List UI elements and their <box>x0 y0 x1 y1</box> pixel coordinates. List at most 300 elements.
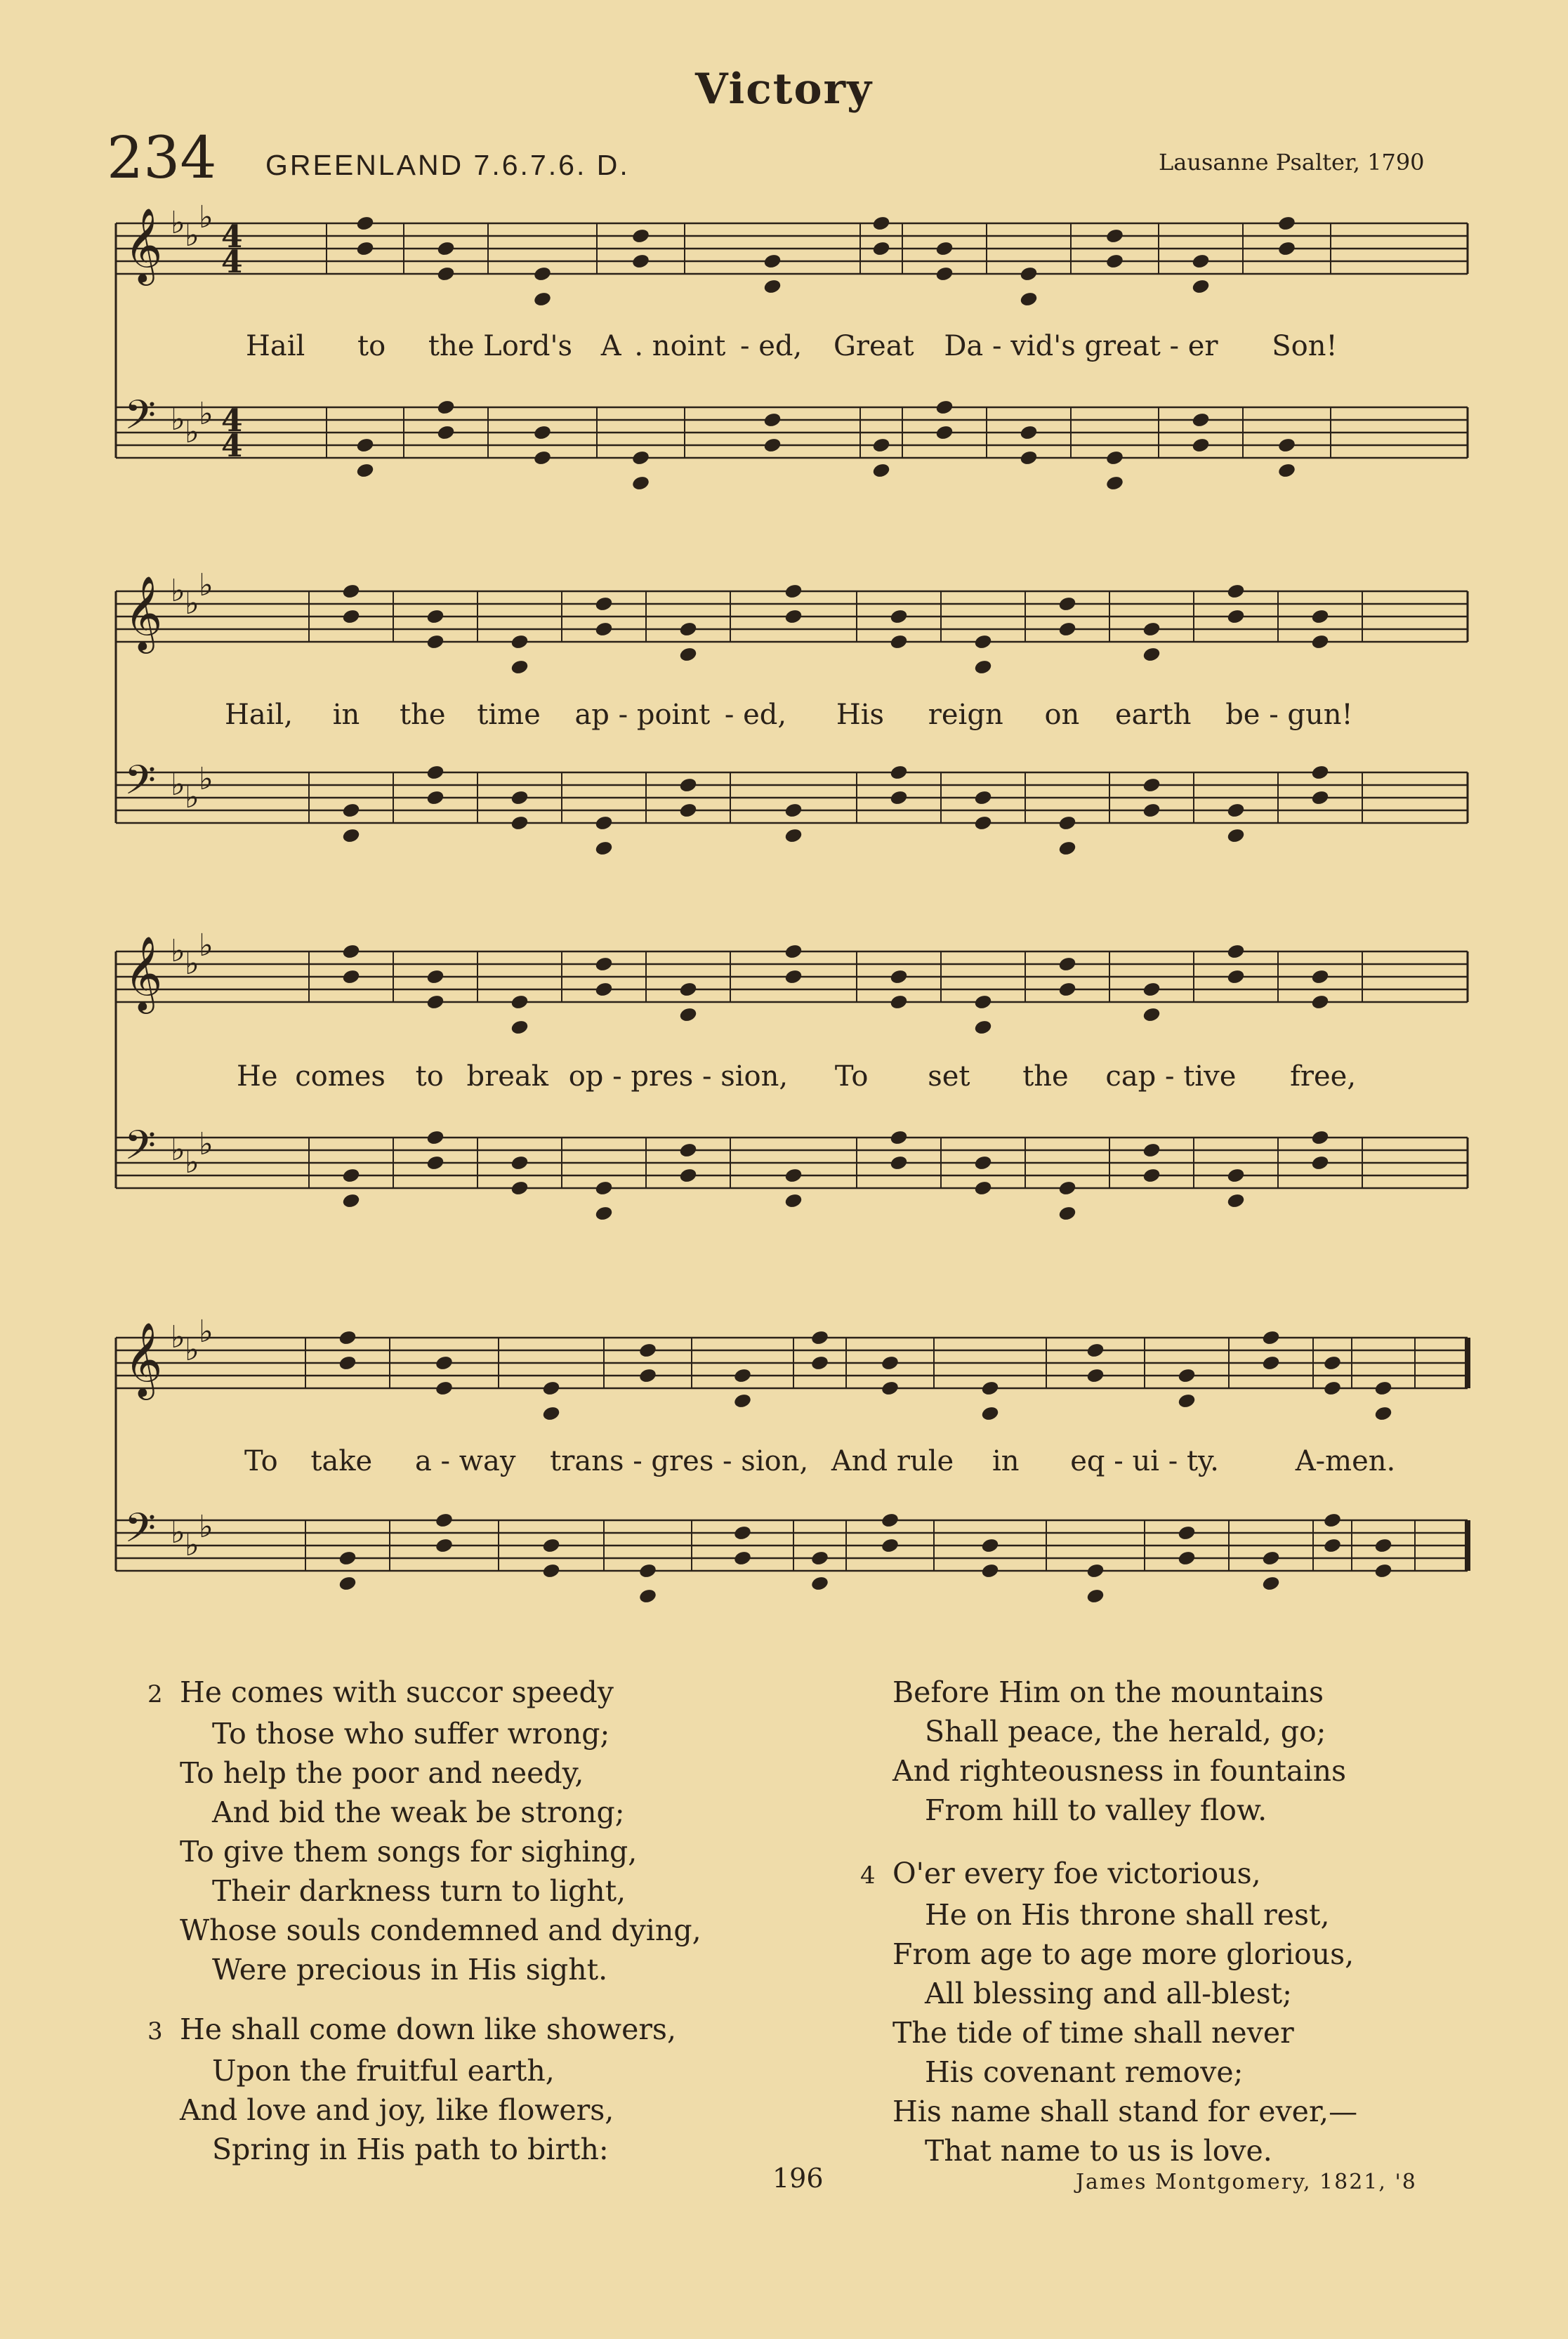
note-head <box>1020 291 1038 308</box>
note-head <box>435 1538 453 1554</box>
treble-clef-icon: 𝄞 <box>124 207 163 282</box>
lyric-syllable: the <box>1022 1060 1069 1093</box>
note-head <box>1086 1368 1105 1384</box>
note-head <box>810 1550 829 1567</box>
note-head <box>1058 815 1076 831</box>
lyric-syllable: in <box>991 1445 1020 1477</box>
verse-number: 3 <box>147 2017 163 2045</box>
lyric-syllable: the Lord's <box>428 330 573 362</box>
hymn-title: Victory <box>694 65 874 114</box>
note-head <box>1227 944 1245 960</box>
lyric-syllable: trans - gres - sion, <box>550 1445 809 1477</box>
lyric-syllable: to <box>357 330 386 362</box>
note-head <box>510 790 529 806</box>
note-head <box>974 994 992 1010</box>
note-head <box>784 609 803 625</box>
note-head <box>1178 1393 1196 1409</box>
note-head <box>1142 647 1161 663</box>
note-head <box>1105 228 1124 244</box>
note-head <box>1105 475 1124 492</box>
treble-clef-icon: 𝄞 <box>124 575 163 650</box>
note-head <box>974 634 992 650</box>
note-head <box>1277 216 1296 232</box>
note-head <box>810 1355 829 1371</box>
note-head <box>510 634 529 650</box>
note-head <box>1086 1343 1105 1359</box>
note-head <box>1058 1180 1076 1197</box>
note-head <box>1142 777 1161 793</box>
note-head <box>974 790 992 806</box>
note-head <box>342 803 360 819</box>
note-head <box>1262 1576 1280 1592</box>
flat-icon: ♭ <box>199 1126 213 1162</box>
note-head <box>342 969 360 985</box>
flat-icon: ♭ <box>171 573 185 609</box>
note-head <box>542 1563 560 1579</box>
verse-line: And love and joy, like flowers, <box>180 2093 614 2127</box>
note-head <box>1058 596 1076 612</box>
note-head <box>974 1020 992 1036</box>
flat-icon: ♭ <box>171 402 185 437</box>
note-head <box>784 1168 803 1184</box>
note-head <box>1374 1563 1392 1579</box>
note-head <box>890 1130 908 1146</box>
verse-line: All blessing and all-blest; <box>925 1977 1292 2010</box>
flat-icon: ♭ <box>185 586 199 621</box>
lyric-line-4 <box>244 1445 1395 1477</box>
note-head <box>510 1180 529 1197</box>
verse-line: Before Him on the mountains <box>892 1675 1324 1709</box>
note-head <box>338 1550 357 1567</box>
flat-icon: ♭ <box>171 1319 185 1355</box>
lyric-syllable: reign <box>928 699 1003 731</box>
note-head <box>974 1155 992 1171</box>
lyric-syllable: set <box>928 1060 970 1093</box>
note-head <box>595 596 613 612</box>
note-head <box>679 777 697 793</box>
lyric-syllable: eq - ui - ty. <box>1070 1445 1220 1477</box>
verse-line: His name shall stand for ever,— <box>892 2095 1358 2128</box>
note-head <box>1227 828 1245 844</box>
note-head <box>1262 1550 1280 1567</box>
lyric-syllable: - ed, <box>740 330 803 362</box>
bass-clef-icon: 𝄢 <box>124 756 157 814</box>
note-head <box>1311 1130 1329 1146</box>
lyric-syllable: op - pres - sion, <box>568 1060 789 1093</box>
flat-icon: ♭ <box>199 761 213 797</box>
note-head <box>437 425 455 441</box>
note-head <box>1323 1538 1341 1554</box>
lyric-syllable: Son! <box>1272 330 1338 362</box>
note-head <box>437 241 455 257</box>
note-head <box>1323 1355 1341 1371</box>
flat-icon: ♭ <box>199 928 213 963</box>
lyric-syllable: break <box>466 1060 548 1093</box>
note-head <box>890 634 908 650</box>
lyric-syllable: time <box>477 699 541 731</box>
flat-icon: ♭ <box>185 1145 199 1180</box>
note-head <box>1192 253 1210 270</box>
note-head <box>595 956 613 973</box>
note-head <box>810 1330 829 1346</box>
note-head <box>1105 253 1124 270</box>
flat-icon: ♭ <box>199 199 213 235</box>
lyric-syllable: Hail <box>246 330 305 362</box>
note-head <box>595 815 613 831</box>
tune-source: Lausanne Psalter, 1790 <box>1159 149 1425 176</box>
note-head <box>595 841 613 857</box>
note-head <box>356 437 374 454</box>
note-head <box>638 1588 657 1605</box>
lyric-syllable: A <box>600 330 621 362</box>
note-head <box>1058 982 1076 998</box>
verse-3 <box>147 2010 676 2169</box>
time-signature: 4 <box>221 428 243 464</box>
flat-icon: ♭ <box>185 414 199 450</box>
note-head <box>437 400 455 416</box>
verse-line: O'er every foe victorious, <box>892 1857 1261 1890</box>
note-head <box>1086 1588 1105 1605</box>
note-head <box>1058 956 1076 973</box>
note-head <box>1192 412 1210 428</box>
verse-line: The tide of time shall never <box>892 2016 1294 2050</box>
lyric-syllable: a - way <box>414 1445 516 1477</box>
note-head <box>1262 1330 1280 1346</box>
note-head <box>763 279 782 295</box>
verse-line: From hill to valley flow. <box>925 1793 1267 1827</box>
note-head <box>510 815 529 831</box>
flat-icon: ♭ <box>199 1509 213 1545</box>
lyric-syllable: earth <box>1115 699 1192 731</box>
note-head <box>872 463 890 479</box>
note-head <box>763 412 782 428</box>
note-head <box>1058 621 1076 638</box>
note-head <box>338 1330 357 1346</box>
note-head <box>890 609 908 625</box>
verse-3-continued <box>860 1673 1346 1830</box>
note-head <box>1178 1525 1196 1541</box>
note-head <box>1311 765 1329 781</box>
note-head <box>533 266 551 282</box>
note-head <box>981 1563 999 1579</box>
note-head <box>935 266 954 282</box>
note-head <box>338 1576 357 1592</box>
note-head <box>890 1155 908 1171</box>
note-head <box>881 1381 899 1397</box>
note-head <box>881 1538 899 1554</box>
note-head <box>1323 1381 1341 1397</box>
note-head <box>1142 621 1161 638</box>
verse-4 <box>860 1854 1357 2170</box>
note-head <box>1374 1538 1392 1554</box>
note-head <box>435 1513 453 1529</box>
verse-line: That name to us is love. <box>925 2134 1272 2168</box>
note-head <box>1323 1513 1341 1529</box>
note-head <box>1142 1168 1161 1184</box>
note-head <box>1311 994 1329 1010</box>
note-head <box>679 803 697 819</box>
flat-icon: ♭ <box>185 1332 199 1368</box>
lyric-syllable: in <box>332 699 360 731</box>
note-head <box>342 584 360 600</box>
lyric-syllable: His <box>836 699 885 731</box>
lyric-syllable: comes <box>295 1060 386 1093</box>
note-head <box>890 969 908 985</box>
note-head <box>1227 969 1245 985</box>
verse-line: He on His throne shall rest, <box>925 1898 1330 1932</box>
note-head <box>426 790 444 806</box>
note-head <box>542 1406 560 1422</box>
note-head <box>810 1576 829 1592</box>
verse-line: Were precious in His sight. <box>212 1953 608 1986</box>
note-head <box>784 803 803 819</box>
note-head <box>974 815 992 831</box>
note-head <box>426 765 444 781</box>
note-head <box>356 241 374 257</box>
lyric-syllable: And rule <box>831 1445 954 1477</box>
note-head <box>638 1563 657 1579</box>
note-head <box>1227 803 1245 819</box>
verse-line: He shall come down like showers, <box>180 2012 677 2046</box>
verse-line: He comes with succor speedy <box>180 1675 614 1709</box>
note-head <box>1227 1193 1245 1209</box>
note-head <box>426 609 444 625</box>
note-head <box>1227 609 1245 625</box>
note-head <box>1311 1155 1329 1171</box>
lyric-syllable: To <box>834 1060 869 1093</box>
flat-icon: ♭ <box>171 1132 185 1168</box>
note-head <box>1020 266 1038 282</box>
note-head <box>510 1155 529 1171</box>
note-head <box>356 216 374 232</box>
note-head <box>1227 584 1245 600</box>
note-head <box>679 1007 697 1023</box>
note-head <box>342 1168 360 1184</box>
lyric-syllable: ap - point <box>574 699 711 731</box>
verse-line: Upon the fruitful earth, <box>212 2054 555 2088</box>
lyric-syllable: . noint <box>634 330 726 362</box>
flat-icon: ♭ <box>185 779 199 815</box>
note-head <box>631 450 650 466</box>
note-head <box>872 216 890 232</box>
time-signature: 4 <box>221 244 243 280</box>
note-head <box>342 1193 360 1209</box>
time-signature: 4 <box>221 219 243 255</box>
note-head <box>542 1538 560 1554</box>
note-head <box>784 969 803 985</box>
note-head <box>1178 1368 1196 1384</box>
note-head <box>872 241 890 257</box>
note-head <box>1142 1142 1161 1159</box>
note-head <box>974 659 992 676</box>
note-head <box>890 994 908 1010</box>
note-head <box>338 1355 357 1371</box>
note-head <box>638 1368 657 1384</box>
note-head <box>595 982 613 998</box>
note-head <box>1020 450 1038 466</box>
lyric-syllable: - ed, <box>724 699 787 731</box>
note-head <box>679 1168 697 1184</box>
note-head <box>1178 1550 1196 1567</box>
note-head <box>638 1343 657 1359</box>
note-head <box>1192 279 1210 295</box>
note-head <box>974 1180 992 1197</box>
lyric-line-3 <box>237 1060 1356 1093</box>
flat-icon: ♭ <box>199 567 213 603</box>
note-head <box>356 463 374 479</box>
lyric-syllable: Hail, <box>225 699 294 731</box>
note-head <box>1058 841 1076 857</box>
flat-icon: ♭ <box>171 933 185 969</box>
note-head <box>1374 1381 1392 1397</box>
note-head <box>981 1538 999 1554</box>
note-head <box>510 1020 529 1036</box>
note-head <box>679 621 697 638</box>
note-head <box>631 475 650 492</box>
note-head <box>784 1193 803 1209</box>
verse-line: Whose souls condemned and dying, <box>180 1913 701 1947</box>
note-head <box>595 621 613 638</box>
note-head <box>733 1368 751 1384</box>
verse-line: And righteousness in fountains <box>892 1754 1347 1788</box>
note-head <box>733 1550 751 1567</box>
verse-line: Spring in His path to birth: <box>212 2133 609 2166</box>
lyric-syllable: Great <box>833 330 914 362</box>
note-head <box>510 659 529 676</box>
note-head <box>1192 437 1210 454</box>
bass-clef-icon: 𝄢 <box>124 391 157 449</box>
note-head <box>679 1142 697 1159</box>
lyric-line-2 <box>225 699 1353 731</box>
note-head <box>437 266 455 282</box>
note-head <box>426 1155 444 1171</box>
time-signature: 4 <box>221 403 243 439</box>
note-head <box>1105 450 1124 466</box>
note-head <box>784 828 803 844</box>
lyric-syllable: A-men. <box>1295 1445 1396 1477</box>
note-head <box>733 1393 751 1409</box>
note-head <box>1374 1406 1392 1422</box>
flat-icon: ♭ <box>171 205 185 241</box>
note-head <box>435 1381 453 1397</box>
note-head <box>1142 1007 1161 1023</box>
note-head <box>631 253 650 270</box>
note-head <box>542 1381 560 1397</box>
note-head <box>426 634 444 650</box>
note-head <box>342 828 360 844</box>
verse-line: His covenant remove; <box>925 2055 1244 2089</box>
lyric-syllable: to <box>415 1060 444 1093</box>
note-head <box>1277 241 1296 257</box>
verse-2 <box>147 1673 701 1989</box>
flat-icon: ♭ <box>185 1527 199 1563</box>
note-head <box>679 982 697 998</box>
note-head <box>1227 1168 1245 1184</box>
note-head <box>763 253 782 270</box>
flat-icon: ♭ <box>185 218 199 253</box>
verse-line: To those who suffer wrong; <box>212 1717 610 1751</box>
verse-line: Their darkness turn to light, <box>212 1874 626 1908</box>
note-head <box>435 1355 453 1371</box>
lyric-syllable: take <box>310 1445 373 1477</box>
note-head <box>733 1525 751 1541</box>
note-head <box>1142 803 1161 819</box>
verse-line: To help the poor and needy, <box>180 1756 584 1790</box>
note-head <box>1262 1355 1280 1371</box>
note-head <box>1311 609 1329 625</box>
note-head <box>1086 1563 1105 1579</box>
note-head <box>679 647 697 663</box>
note-head <box>595 1206 613 1222</box>
note-head <box>1277 437 1296 454</box>
note-head <box>935 400 954 416</box>
note-head <box>631 228 650 244</box>
verse-line: From age to age more glorious, <box>892 1937 1355 1971</box>
lyric-syllable: He <box>237 1060 278 1093</box>
note-head <box>1311 634 1329 650</box>
hymn-author: James Montgomery, 1821, '8 <box>1076 2170 1417 2194</box>
lyric-line-1 <box>246 330 1338 362</box>
verse-line: To give them songs for sighing, <box>180 1835 638 1869</box>
note-head <box>763 437 782 454</box>
note-head <box>935 425 954 441</box>
note-head <box>981 1381 999 1397</box>
flat-icon: ♭ <box>171 1515 185 1550</box>
note-head <box>784 584 803 600</box>
verse-number: 4 <box>860 1862 876 1890</box>
bass-clef-icon: 𝄢 <box>124 1504 157 1562</box>
bass-clef-icon: 𝄢 <box>124 1121 157 1179</box>
note-head <box>872 437 890 454</box>
note-head <box>533 291 551 308</box>
note-head <box>1311 969 1329 985</box>
note-head <box>533 425 551 441</box>
flat-icon: ♭ <box>185 946 199 982</box>
note-head <box>981 1406 999 1422</box>
note-head <box>533 450 551 466</box>
note-head <box>1058 1206 1076 1222</box>
note-head <box>426 994 444 1010</box>
page-number: 196 <box>772 2163 824 2194</box>
hymn-number: 234 <box>107 125 217 192</box>
note-head <box>595 1180 613 1197</box>
note-head <box>1142 982 1161 998</box>
lyric-syllable: To <box>244 1445 278 1477</box>
flat-icon: ♭ <box>199 1314 213 1350</box>
note-head <box>881 1355 899 1371</box>
note-head <box>1277 463 1296 479</box>
verse-line: Shall peace, the herald, go; <box>925 1715 1326 1748</box>
lyric-syllable: be - gun! <box>1225 699 1353 731</box>
treble-clef-icon: 𝄞 <box>124 1322 163 1397</box>
note-head <box>342 944 360 960</box>
lyric-syllable: cap - tive <box>1105 1060 1237 1093</box>
note-head <box>881 1513 899 1529</box>
note-head <box>510 994 529 1010</box>
flat-icon: ♭ <box>199 396 213 432</box>
lyric-syllable: free, <box>1290 1060 1357 1093</box>
note-head <box>426 969 444 985</box>
note-head <box>342 609 360 625</box>
lyric-syllable: the <box>400 699 446 731</box>
flat-icon: ♭ <box>171 767 185 803</box>
note-head <box>1020 425 1038 441</box>
tune-name: GREENLAND 7.6.7.6. D. <box>265 149 630 181</box>
note-head <box>935 241 954 257</box>
verse-line: And bid the weak be strong; <box>212 1796 625 1829</box>
note-head <box>890 765 908 781</box>
note-head <box>784 944 803 960</box>
